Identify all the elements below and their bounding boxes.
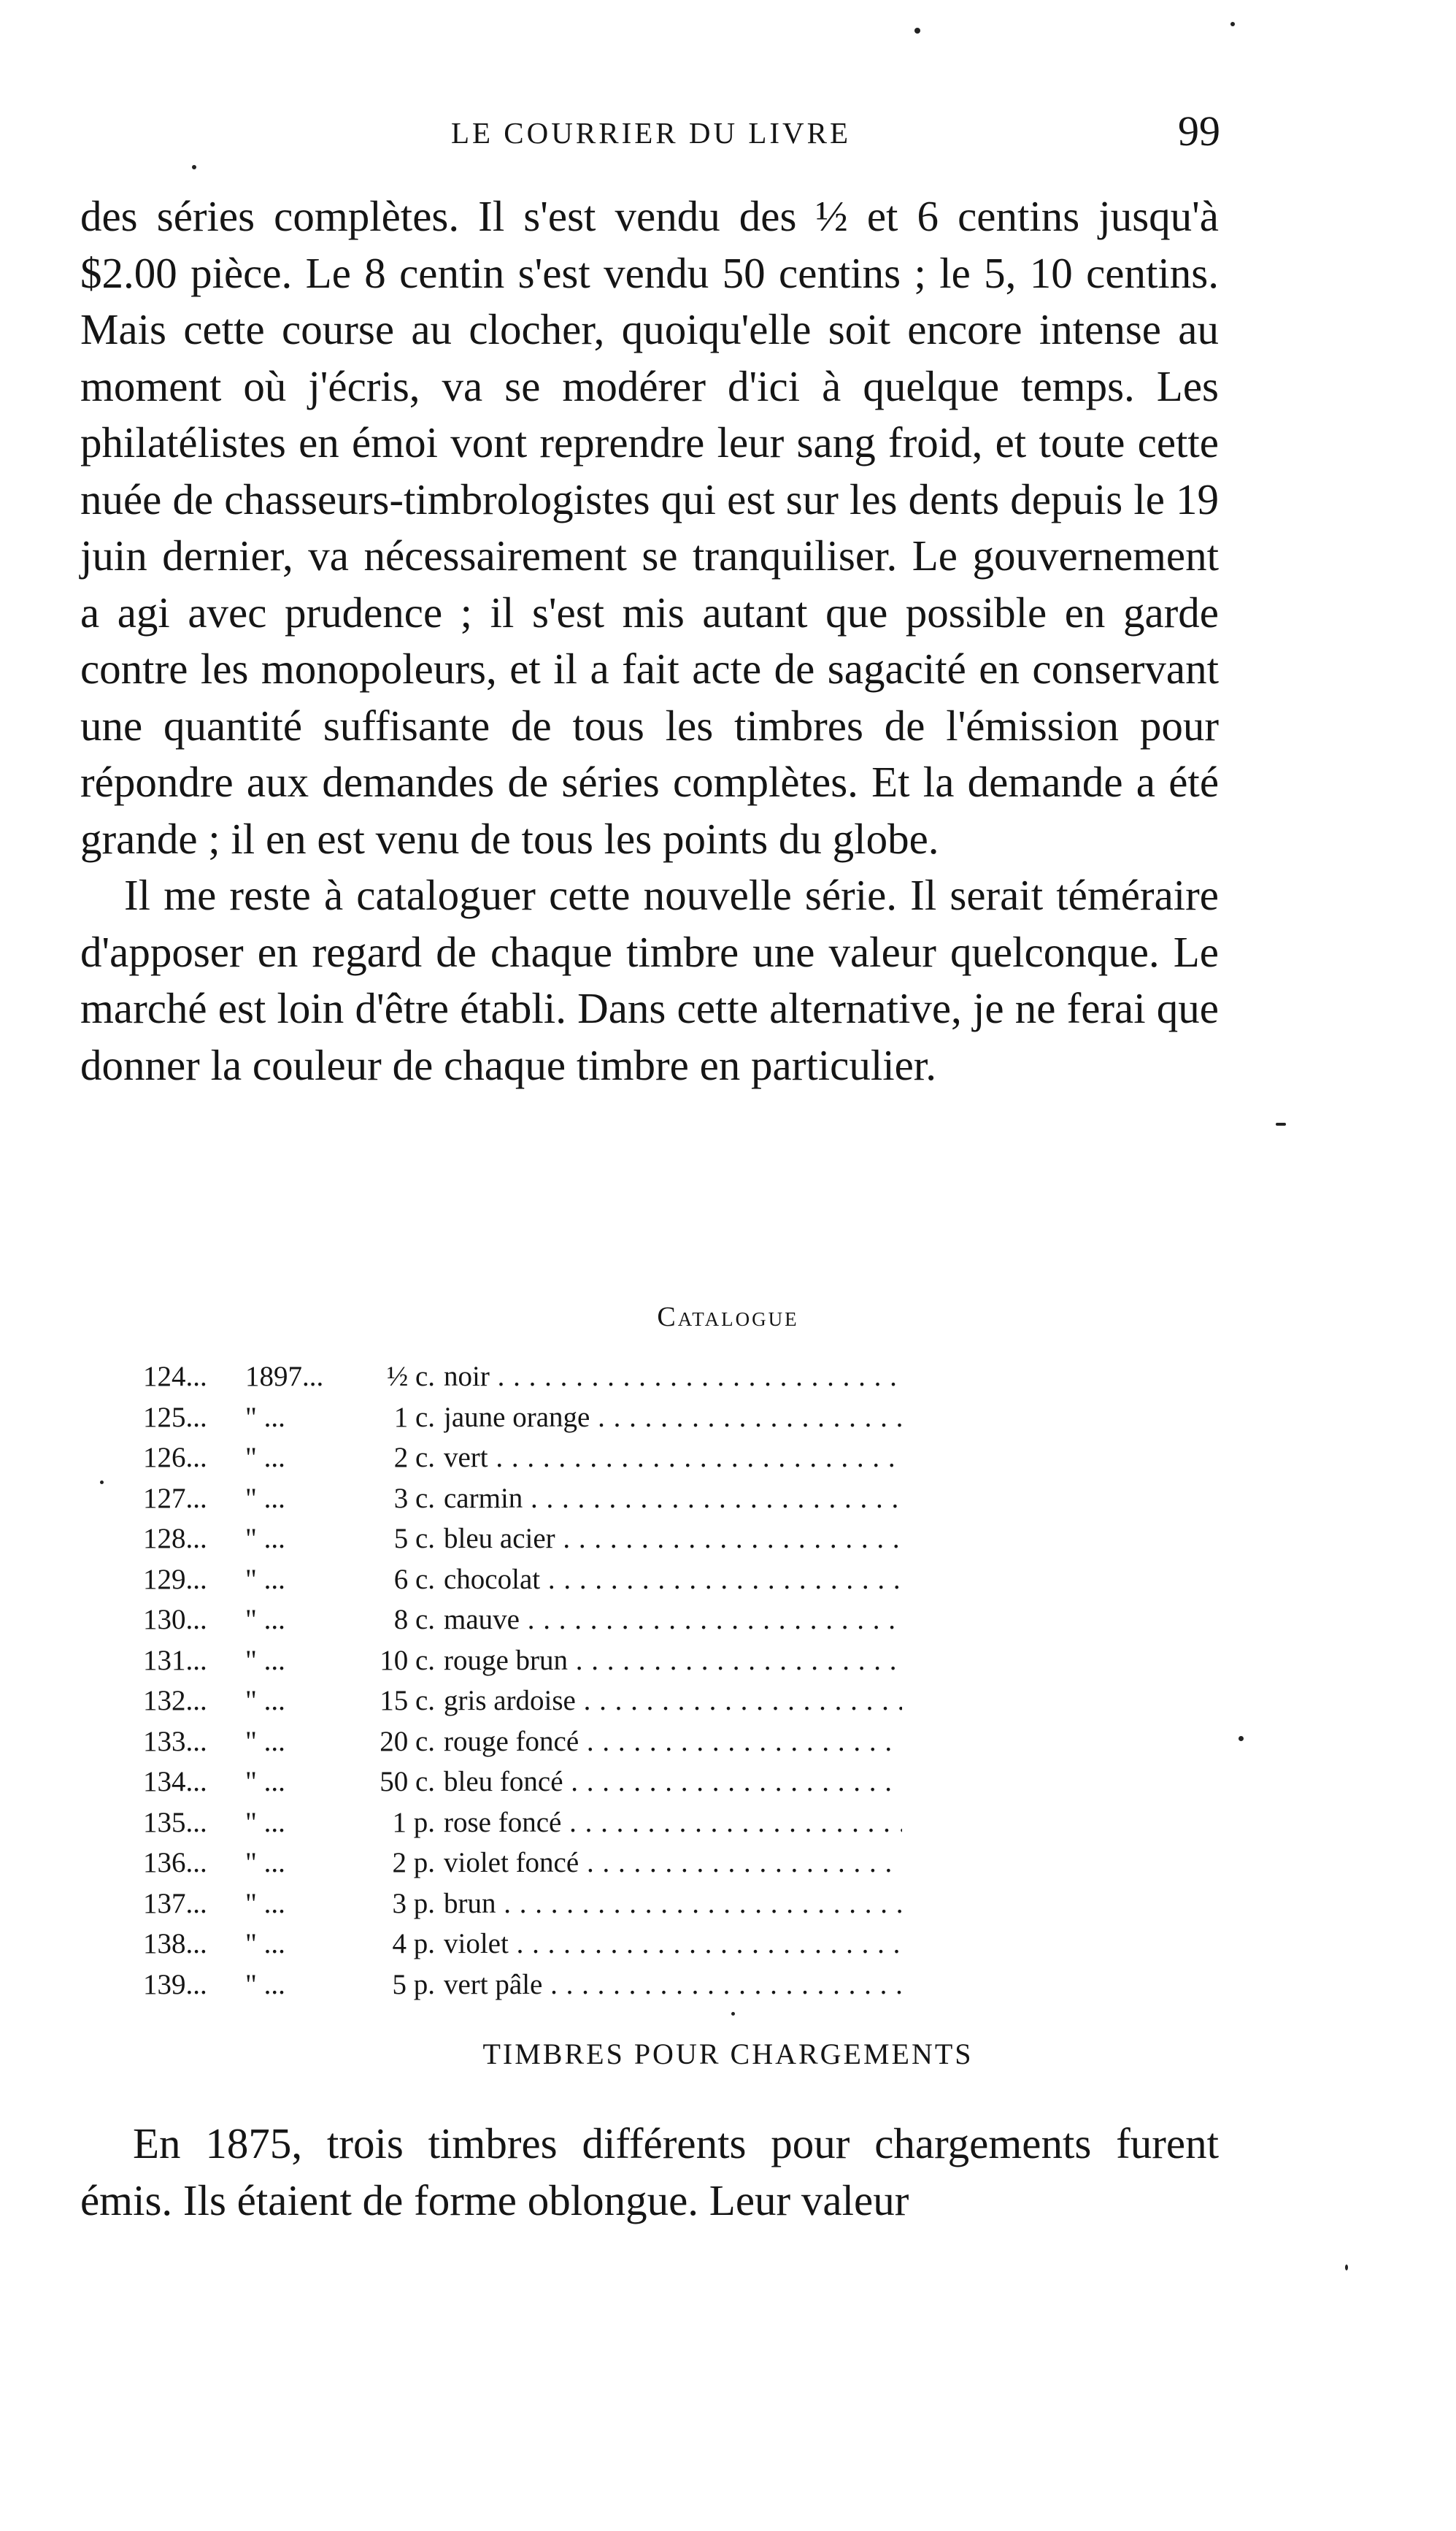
scan-speck bbox=[192, 165, 196, 169]
catalogue-row bbox=[143, 1599, 902, 1640]
catalogue-value: 15 c. bbox=[380, 1685, 435, 1716]
catalogue-year: " ... bbox=[245, 1482, 285, 1514]
section-heading: TIMBRES POUR CHARGEMENTS bbox=[482, 2038, 974, 2070]
catalogue-color: rouge foncé . . . bbox=[444, 1721, 902, 1762]
catalogue-value: 6 c. bbox=[393, 1563, 435, 1595]
catalogue-number: 132... bbox=[143, 1685, 207, 1716]
catalogue-color: noir . . . bbox=[444, 1356, 902, 1397]
catalogue-value: 5 c. bbox=[393, 1523, 435, 1554]
catalogue-row bbox=[143, 1964, 902, 2005]
catalogue-number: 126... bbox=[143, 1442, 207, 1473]
catalogue-year: " ... bbox=[245, 1401, 285, 1433]
catalogue-number: 127... bbox=[143, 1482, 207, 1514]
catalogue-color: chocolat . . . bbox=[444, 1559, 902, 1600]
catalogue-color: vert pâle . . . bbox=[444, 1964, 902, 2005]
catalogue-row bbox=[143, 1681, 902, 1721]
catalogue-number: 136... bbox=[143, 1847, 207, 1878]
catalogue-number: 137... bbox=[143, 1887, 207, 1919]
catalogue-number: 134... bbox=[143, 1766, 207, 1797]
catalogue-value: 3 c. bbox=[393, 1482, 435, 1514]
catalogue-year: " ... bbox=[245, 1685, 285, 1716]
catalogue-number: 135... bbox=[143, 1806, 207, 1838]
catalogue-number: 128... bbox=[143, 1523, 207, 1554]
catalogue-color: violet foncé . . . bbox=[444, 1843, 902, 1883]
catalogue-color: rouge brun . . . bbox=[444, 1640, 902, 1681]
page-number: 99 bbox=[1178, 107, 1220, 155]
catalogue-color: jaune orange . . . bbox=[444, 1397, 902, 1438]
catalogue-year: 1897... bbox=[245, 1361, 324, 1392]
catalogue-number: 131... bbox=[143, 1644, 207, 1676]
catalogue-row bbox=[143, 1802, 902, 1843]
catalogue-color: violet . . . bbox=[444, 1924, 902, 1964]
catalogue-heading: Catalogue bbox=[657, 1302, 799, 1332]
page-header bbox=[82, 107, 1220, 161]
catalogue-value: 2 p. bbox=[392, 1847, 435, 1878]
catalogue-row bbox=[143, 1924, 902, 1964]
catalogue-row bbox=[143, 1437, 902, 1478]
running-title: LE COURRIER DU LIVRE bbox=[450, 116, 852, 150]
catalogue-year: " ... bbox=[245, 1604, 285, 1635]
catalogue-year: " ... bbox=[245, 1442, 285, 1473]
catalogue-year: " ... bbox=[245, 1766, 285, 1797]
scan-speck bbox=[1239, 1736, 1244, 1741]
catalogue-year: " ... bbox=[245, 1968, 285, 2000]
catalogue-value: 10 c. bbox=[380, 1644, 435, 1676]
catalogue-value: 2 c. bbox=[393, 1442, 435, 1473]
catalogue-row bbox=[143, 1356, 902, 1397]
section-body bbox=[80, 2116, 1219, 2229]
catalogue-row bbox=[143, 1397, 902, 1438]
catalogue-number: 124... bbox=[143, 1361, 207, 1392]
catalogue-value: 20 c. bbox=[380, 1725, 435, 1757]
catalogue-row bbox=[143, 1640, 902, 1681]
scan-speck bbox=[914, 28, 920, 34]
catalogue-year: " ... bbox=[245, 1523, 285, 1554]
catalogue-value: 3 p. bbox=[392, 1887, 435, 1919]
catalogue-year: " ... bbox=[245, 1887, 285, 1919]
catalogue-list bbox=[143, 1356, 902, 2005]
catalogue-color: rose foncé . . . bbox=[444, 1802, 902, 1843]
catalogue-value: 8 c. bbox=[393, 1604, 435, 1635]
catalogue-number: 129... bbox=[143, 1563, 207, 1595]
catalogue-color: bleu acier . . . bbox=[444, 1518, 902, 1559]
catalogue-number: 133... bbox=[143, 1725, 207, 1757]
catalogue-row bbox=[143, 1518, 902, 1559]
scan-speck bbox=[1345, 2265, 1348, 2270]
scan-speck bbox=[1230, 22, 1235, 26]
catalogue-year: " ... bbox=[245, 1806, 285, 1838]
catalogue-number: 139... bbox=[143, 1968, 207, 2000]
catalogue-value: 5 p. bbox=[392, 1968, 435, 2000]
catalogue-number: 125... bbox=[143, 1401, 207, 1433]
catalogue-row bbox=[143, 1762, 902, 1802]
catalogue-year: " ... bbox=[245, 1847, 285, 1878]
scan-speck bbox=[100, 1480, 104, 1484]
catalogue-color: bleu foncé . . . bbox=[444, 1762, 902, 1802]
catalogue-number: 138... bbox=[143, 1928, 207, 1959]
section-paragraph: En 1875, trois timbres différents pour chargements furent émis. Ils étaient de forme oblongue. Leur valeur bbox=[80, 2119, 1219, 2224]
catalogue-year: " ... bbox=[245, 1725, 285, 1757]
catalogue-color: gris ardoise . . . bbox=[444, 1681, 902, 1721]
paragraph-continued: des séries complètes. Il s'est vendu des ½ et 6 centins jusqu'à $2.00 pièce. Le 8 centin s'est vendu 50 centins ; le 5, 10 centins. Mais cette course au clocher, quoiqu'elle soit encore intense au moment où j'écris, va se modérer d'ici à quelque temps. Les philatélistes en émoi vont reprendre leur sang froid, et toute cette nuée de chasseurs-timbrologistes qui est sur les dents depuis le 19 juin dernier, va nécessairement se tranquiliser. Le gouvernement a agi avec prudence ; il s'est mis autant que possible en garde contre les monopoleurs, et il a fait acte de sagacité en conservant une quantité suffisante de tous les timbres de l'émission pour répondre aux demandes de séries complètes. Et la demande a été grande ; il en est venu de tous les points du globe. bbox=[80, 192, 1219, 863]
catalogue-color: carmin . . . bbox=[444, 1478, 902, 1519]
catalogue-value: 4 p. bbox=[392, 1928, 435, 1959]
catalogue-color: mauve . . . bbox=[444, 1599, 902, 1640]
catalogue-year: " ... bbox=[245, 1928, 285, 1959]
catalogue-value: 1 p. bbox=[392, 1806, 435, 1838]
catalogue-row bbox=[143, 1883, 902, 1924]
catalogue-color: brun . . . bbox=[444, 1883, 902, 1924]
paragraph-catalogue-intro: Il me reste à cataloguer cette nouvelle série. Il serait téméraire d'apposer en regard de chaque timbre une valeur quelconque. Le marché est loin d'être établi. Dans cette alternative, je ne ferai que donner la couleur de chaque timbre en particulier. bbox=[80, 871, 1219, 1089]
catalogue-row bbox=[143, 1843, 902, 1883]
catalogue-color: vert . . . bbox=[444, 1437, 902, 1478]
catalogue-value: 1 c. bbox=[393, 1401, 435, 1433]
catalogue-year: " ... bbox=[245, 1644, 285, 1676]
scan-speck bbox=[731, 2012, 735, 2016]
catalogue-year: " ... bbox=[245, 1563, 285, 1595]
scan-speck bbox=[1276, 1123, 1286, 1126]
catalogue-number: 130... bbox=[143, 1604, 207, 1635]
catalogue-value: ½ c. bbox=[386, 1361, 435, 1392]
catalogue-row bbox=[143, 1559, 902, 1600]
catalogue-value: 50 c. bbox=[380, 1766, 435, 1797]
catalogue-row bbox=[143, 1478, 902, 1519]
catalogue-row bbox=[143, 1721, 902, 1762]
body-text bbox=[80, 188, 1219, 1094]
